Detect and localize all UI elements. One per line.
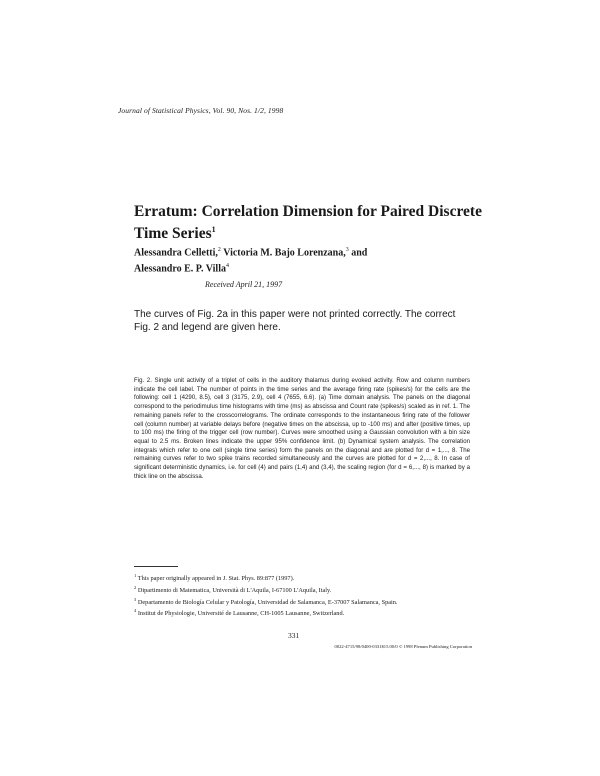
page-number: 331 [288,631,300,640]
authors-conjunction: and [351,247,368,259]
author-3: Alessandro E. P. Villa [134,263,226,275]
author-3-affiliation-marker: 4 [225,262,229,269]
article-title [134,203,494,243]
author-2: Victoria M. Bajo Lorenzana, [223,247,346,259]
footnote-4-text: Institut de Physiologie, Université de Lausanne, CH-1005 Lausanne, Switzerland. [137,610,345,618]
footnote-divider [134,566,178,567]
erratum-text: The curves of Fig. 2a in this paper were not printed correctly. The correct Fig. 2 and legend are given here. [134,309,456,333]
copyright-line: 0022-4715/98/0400-0331$15.00/0 © 1998 Plenum Publishing Corporation [334,644,472,649]
title-text: Erratum: Correlation Dimension for Paired Discrete Time Series [134,203,482,243]
received-date: Received April 21, 1997 [205,280,283,289]
footnote-2 [134,584,470,595]
footnote-2-number: 2 [134,584,137,590]
footnote-4 [134,607,470,618]
footnote-3 [134,596,470,607]
footnote-1 [134,572,470,583]
author-1: Alessandra Celletti, [134,247,218,259]
footnote-1-number: 1 [134,573,137,578]
author-1-affiliation-marker: 2 [217,247,221,253]
footnote-4-number: 4 [134,608,137,614]
title-footnote-marker: 1 [211,225,216,234]
figure-caption: Fig. 2. Single unit activity of a triplet of cells in the auditory thalamus during evoked activity. Row and column numbers indicate the cell label. The number of points in the time series and the average firing rate (spikes/s) for the cells are the following: cell 1 (4290, 8.5), cell 3 (3175, 2.9), cell 4 (7655, 6.6). (a) Time domain analysis. The panels on the diagonal correspond to the periodimulus time histograms with time (ms) as abscissa and Count rate (spikes/s) scaled as in ref. 1. The remaining panels refer to the crosscorrelograms. The ordinate corresponds to the instantaneous firing rate of the follower cell (column number) at variable delays before (negative times on the abscissa, up to -100 ms) and after (positive times, up to 100 ms) the firing of the trigger cell (row number). Curves were smoothed using a Gaussian convolution with a bin size equal to 2.5 ms. Broken lines indicate the upper 95% confidence limit. (b) Dynamical system analysis. The correlation integrals which refer to one cell (single time series) form the panels on the diagonal and are plotted for d = 1,..., 8. The remaining curves refer to two spike trains recorded simultaneously and the curves are plotted for d = 2,..., 8. In case of significant deterministic dynamics, i.e. for cell (4) and pairs (1,4) and (3,4), the scaling region (for d = 6,..., 8) is marked by a thick line on the abscissa. [134,377,470,480]
footnote-1-text: This paper originally appeared in J. Stat. Phys. 89:877 (1997). [137,575,295,583]
author-list [134,244,464,276]
journal-header: Journal of Statistical Physics, Vol. 90, Nos. 1/2, 1998 [118,106,284,115]
footnote-2-text: Dipartimento di Matematica, Università di L'Aquila, I-67100 L'Aquila, Italy. [137,586,332,594]
footnote-3-number: 3 [134,596,137,602]
footnotes [134,572,470,619]
author-2-affiliation-marker: 3 [345,247,349,253]
footnote-3-text: Departamento de Biología Celular y Patología, Universidad de Salamanca, E-37007 Salamanca, Spain. [137,598,398,606]
